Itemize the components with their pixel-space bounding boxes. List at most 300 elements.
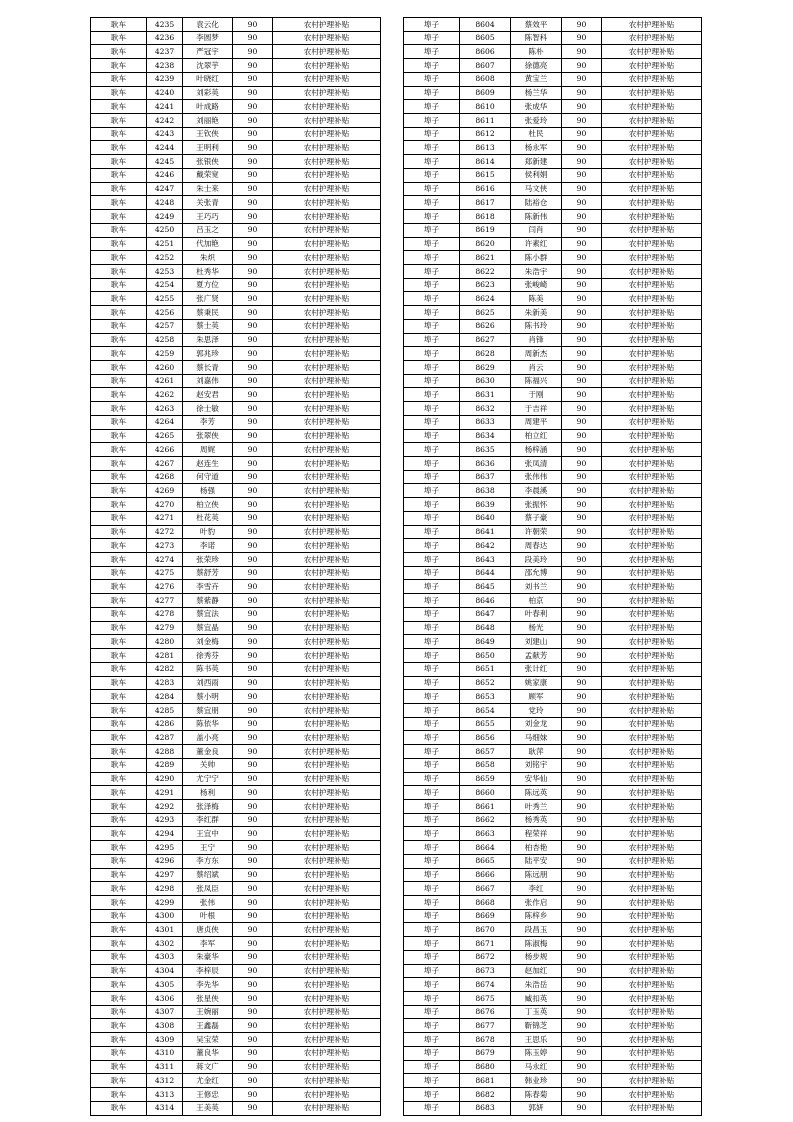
name-cell: 董金良 bbox=[183, 745, 233, 759]
town-cell: 埠子 bbox=[404, 114, 460, 128]
subsidy-type-cell: 农村护理补贴 bbox=[602, 635, 702, 649]
amount-cell: 90 bbox=[562, 388, 602, 402]
table-row bbox=[91, 127, 381, 141]
amount-cell: 90 bbox=[233, 306, 273, 320]
serial-number-cell: 4289 bbox=[147, 758, 183, 772]
town-cell: 耿车 bbox=[91, 141, 147, 155]
table-row bbox=[91, 799, 381, 813]
table-row bbox=[91, 182, 381, 196]
town-cell: 耿车 bbox=[91, 703, 147, 717]
serial-number-cell: 8668 bbox=[460, 896, 511, 910]
town-cell: 埠子 bbox=[404, 141, 460, 155]
subsidy-type-cell: 农村护理补贴 bbox=[273, 114, 381, 128]
serial-number-cell: 8647 bbox=[460, 607, 511, 621]
subsidy-type-cell: 农村护理补贴 bbox=[602, 100, 702, 114]
amount-cell: 90 bbox=[562, 45, 602, 59]
town-cell: 埠子 bbox=[404, 306, 460, 320]
amount-cell: 90 bbox=[233, 319, 273, 333]
amount-cell: 90 bbox=[233, 1088, 273, 1102]
town-cell: 埠子 bbox=[404, 731, 460, 745]
amount-cell: 90 bbox=[233, 882, 273, 896]
town-cell: 耿车 bbox=[91, 127, 147, 141]
table-row bbox=[404, 292, 702, 306]
town-cell: 埠子 bbox=[404, 59, 460, 73]
amount-cell: 90 bbox=[233, 31, 273, 45]
name-cell: 蔡效平 bbox=[511, 18, 562, 32]
subsidy-type-cell: 农村护理补贴 bbox=[602, 470, 702, 484]
subsidy-type-cell: 农村护理补贴 bbox=[273, 827, 381, 841]
subsidy-type-cell: 农村护理补贴 bbox=[273, 196, 381, 210]
serial-number-cell: 4276 bbox=[147, 580, 183, 594]
table-row bbox=[91, 333, 381, 347]
table-row bbox=[91, 1046, 381, 1060]
table-row bbox=[404, 1101, 702, 1115]
table-row bbox=[91, 978, 381, 992]
subsidy-type-cell: 农村护理补贴 bbox=[273, 1088, 381, 1102]
town-cell: 埠子 bbox=[404, 443, 460, 457]
serial-number-cell: 4267 bbox=[147, 457, 183, 471]
town-cell: 耿车 bbox=[91, 635, 147, 649]
amount-cell: 90 bbox=[233, 511, 273, 525]
amount-cell: 90 bbox=[233, 127, 273, 141]
table-row bbox=[91, 841, 381, 855]
amount-cell: 90 bbox=[233, 745, 273, 759]
serial-number-cell: 8657 bbox=[460, 745, 511, 759]
town-cell: 耿车 bbox=[91, 1101, 147, 1115]
name-cell: 王巧巧 bbox=[183, 210, 233, 224]
serial-number-cell: 8606 bbox=[460, 45, 511, 59]
serial-number-cell: 4310 bbox=[147, 1046, 183, 1060]
serial-number-cell: 4237 bbox=[147, 45, 183, 59]
town-cell: 耿车 bbox=[91, 388, 147, 402]
serial-number-cell: 8670 bbox=[460, 923, 511, 937]
name-cell: 朱豪华 bbox=[183, 950, 233, 964]
serial-number-cell: 8609 bbox=[460, 86, 511, 100]
serial-number-cell: 4308 bbox=[147, 1019, 183, 1033]
table-row bbox=[404, 374, 702, 388]
town-cell: 埠子 bbox=[404, 786, 460, 800]
serial-number-cell: 4256 bbox=[147, 306, 183, 320]
town-cell: 埠子 bbox=[404, 854, 460, 868]
town-cell: 耿车 bbox=[91, 1005, 147, 1019]
name-cell: 于吉祥 bbox=[511, 402, 562, 416]
town-cell: 耿车 bbox=[91, 402, 147, 416]
name-cell: 陈书英 bbox=[183, 662, 233, 676]
subsidy-type-cell: 农村护理补贴 bbox=[273, 388, 381, 402]
name-cell: 蔡长青 bbox=[183, 360, 233, 374]
amount-cell: 90 bbox=[562, 799, 602, 813]
subsidy-type-cell: 农村护理补贴 bbox=[602, 251, 702, 265]
name-cell: 赵安君 bbox=[183, 388, 233, 402]
amount-cell: 90 bbox=[562, 539, 602, 553]
amount-cell: 90 bbox=[233, 799, 273, 813]
table-row bbox=[404, 594, 702, 608]
serial-number-cell: 8674 bbox=[460, 978, 511, 992]
amount-cell: 90 bbox=[233, 168, 273, 182]
serial-number-cell: 4248 bbox=[147, 196, 183, 210]
table-row bbox=[91, 31, 381, 45]
table-row bbox=[91, 676, 381, 690]
amount-cell: 90 bbox=[562, 525, 602, 539]
table-row bbox=[91, 909, 381, 923]
table-row bbox=[91, 923, 381, 937]
subsidy-type-cell: 农村护理补贴 bbox=[273, 292, 381, 306]
town-cell: 埠子 bbox=[404, 649, 460, 663]
amount-cell: 90 bbox=[562, 1088, 602, 1102]
subsidy-type-cell: 农村护理补贴 bbox=[602, 511, 702, 525]
town-cell: 埠子 bbox=[404, 594, 460, 608]
amount-cell: 90 bbox=[562, 868, 602, 882]
table-row bbox=[91, 813, 381, 827]
table-row bbox=[404, 429, 702, 443]
amount-cell: 90 bbox=[562, 1074, 602, 1088]
name-cell: 张计红 bbox=[511, 662, 562, 676]
town-cell: 埠子 bbox=[404, 772, 460, 786]
amount-cell: 90 bbox=[233, 841, 273, 855]
amount-cell: 90 bbox=[562, 580, 602, 594]
table-row bbox=[91, 429, 381, 443]
town-cell: 埠子 bbox=[404, 580, 460, 594]
table-row bbox=[91, 731, 381, 745]
name-cell: 安华仙 bbox=[511, 772, 562, 786]
name-cell: 邵允博 bbox=[511, 566, 562, 580]
town-cell: 埠子 bbox=[404, 457, 460, 471]
town-cell: 埠子 bbox=[404, 717, 460, 731]
town-cell: 埠子 bbox=[404, 923, 460, 937]
subsidy-type-cell: 农村护理补贴 bbox=[273, 731, 381, 745]
table-row bbox=[91, 402, 381, 416]
subsidy-type-cell: 农村护理补贴 bbox=[273, 964, 381, 978]
name-cell: 周娓 bbox=[183, 443, 233, 457]
name-cell: 刘建山 bbox=[511, 635, 562, 649]
table-row bbox=[404, 745, 702, 759]
serial-number-cell: 4249 bbox=[147, 210, 183, 224]
amount-cell: 90 bbox=[562, 745, 602, 759]
name-cell: 王宁 bbox=[183, 841, 233, 855]
table-row bbox=[91, 882, 381, 896]
town-cell: 埠子 bbox=[404, 210, 460, 224]
table-row bbox=[91, 443, 381, 457]
subsidy-type-cell: 农村护理补贴 bbox=[602, 484, 702, 498]
town-cell: 埠子 bbox=[404, 31, 460, 45]
amount-cell: 90 bbox=[562, 168, 602, 182]
table-row bbox=[91, 484, 381, 498]
town-cell: 埠子 bbox=[404, 909, 460, 923]
table-row bbox=[91, 18, 381, 32]
amount-cell: 90 bbox=[233, 813, 273, 827]
amount-cell: 90 bbox=[233, 923, 273, 937]
amount-cell: 90 bbox=[233, 909, 273, 923]
table-row bbox=[404, 196, 702, 210]
serial-number-cell: 8624 bbox=[460, 292, 511, 306]
name-cell: 杨利 bbox=[183, 786, 233, 800]
serial-number-cell: 8651 bbox=[460, 662, 511, 676]
amount-cell: 90 bbox=[233, 690, 273, 704]
table-row bbox=[404, 539, 702, 553]
subsidy-type-cell: 农村护理补贴 bbox=[273, 799, 381, 813]
serial-number-cell: 4311 bbox=[147, 1060, 183, 1074]
amount-cell: 90 bbox=[562, 470, 602, 484]
name-cell: 袁云化 bbox=[183, 18, 233, 32]
town-cell: 埠子 bbox=[404, 402, 460, 416]
subsidy-type-cell: 农村护理补贴 bbox=[602, 786, 702, 800]
amount-cell: 90 bbox=[233, 607, 273, 621]
serial-number-cell: 8677 bbox=[460, 1019, 511, 1033]
name-cell: 张荣珍 bbox=[183, 553, 233, 567]
amount-cell: 90 bbox=[562, 264, 602, 278]
subsidy-type-cell: 农村护理补贴 bbox=[602, 758, 702, 772]
amount-cell: 90 bbox=[233, 649, 273, 663]
town-cell: 埠子 bbox=[404, 1101, 460, 1115]
table-row bbox=[91, 210, 381, 224]
amount-cell: 90 bbox=[562, 950, 602, 964]
table-row bbox=[404, 717, 702, 731]
town-cell: 埠子 bbox=[404, 415, 460, 429]
town-cell: 耿车 bbox=[91, 649, 147, 663]
subsidy-type-cell: 农村护理补贴 bbox=[273, 511, 381, 525]
town-cell: 埠子 bbox=[404, 18, 460, 32]
serial-number-cell: 4314 bbox=[147, 1101, 183, 1115]
table-row bbox=[404, 333, 702, 347]
table-row bbox=[91, 223, 381, 237]
subsidy-type-cell: 农村护理补贴 bbox=[602, 909, 702, 923]
amount-cell: 90 bbox=[233, 978, 273, 992]
serial-number-cell: 8645 bbox=[460, 580, 511, 594]
subsidy-type-cell: 农村护理补贴 bbox=[273, 457, 381, 471]
name-cell: 杨兰华 bbox=[511, 86, 562, 100]
table-row bbox=[404, 141, 702, 155]
serial-number-cell: 8625 bbox=[460, 306, 511, 320]
serial-number-cell: 8616 bbox=[460, 182, 511, 196]
table-row bbox=[91, 786, 381, 800]
table-row bbox=[91, 155, 381, 169]
amount-cell: 90 bbox=[233, 1033, 273, 1047]
name-cell: 唐贞侠 bbox=[183, 923, 233, 937]
serial-number-cell: 8675 bbox=[460, 992, 511, 1006]
table-row bbox=[91, 1088, 381, 1102]
name-cell: 陈依华 bbox=[183, 717, 233, 731]
serial-number-cell: 8615 bbox=[460, 168, 511, 182]
subsidy-type-cell: 农村护理补贴 bbox=[602, 210, 702, 224]
table-row bbox=[404, 964, 702, 978]
town-cell: 埠子 bbox=[404, 278, 460, 292]
table-row bbox=[91, 1101, 381, 1115]
table-row bbox=[91, 635, 381, 649]
town-cell: 埠子 bbox=[404, 635, 460, 649]
serial-number-cell: 8605 bbox=[460, 31, 511, 45]
subsidy-type-cell: 农村护理补贴 bbox=[273, 950, 381, 964]
table-row bbox=[91, 292, 381, 306]
table-row bbox=[404, 210, 702, 224]
amount-cell: 90 bbox=[233, 45, 273, 59]
table-row bbox=[404, 223, 702, 237]
table-row bbox=[404, 978, 702, 992]
name-cell: 张伟 bbox=[183, 896, 233, 910]
amount-cell: 90 bbox=[233, 703, 273, 717]
subsidy-type-cell: 农村护理补贴 bbox=[602, 18, 702, 32]
town-cell: 埠子 bbox=[404, 429, 460, 443]
town-cell: 耿车 bbox=[91, 155, 147, 169]
serial-number-cell: 8656 bbox=[460, 731, 511, 745]
amount-cell: 90 bbox=[562, 415, 602, 429]
table-row bbox=[404, 155, 702, 169]
name-cell: 刘金龙 bbox=[511, 717, 562, 731]
amount-cell: 90 bbox=[233, 443, 273, 457]
subsidy-type-cell: 农村护理补贴 bbox=[602, 127, 702, 141]
subsidy-type-cell: 农村护理补贴 bbox=[602, 827, 702, 841]
town-cell: 耿车 bbox=[91, 772, 147, 786]
serial-number-cell: 4294 bbox=[147, 827, 183, 841]
name-cell: 杨强 bbox=[183, 484, 233, 498]
amount-cell: 90 bbox=[233, 594, 273, 608]
amount-cell: 90 bbox=[562, 841, 602, 855]
town-cell: 耿车 bbox=[91, 539, 147, 553]
town-cell: 埠子 bbox=[404, 360, 460, 374]
town-cell: 埠子 bbox=[404, 813, 460, 827]
serial-number-cell: 8631 bbox=[460, 388, 511, 402]
town-cell: 耿车 bbox=[91, 45, 147, 59]
serial-number-cell: 4247 bbox=[147, 182, 183, 196]
name-cell: 蔡舒芳 bbox=[183, 566, 233, 580]
town-cell: 埠子 bbox=[404, 264, 460, 278]
serial-number-cell: 8648 bbox=[460, 621, 511, 635]
table-row bbox=[404, 319, 702, 333]
amount-cell: 90 bbox=[562, 909, 602, 923]
serial-number-cell: 8626 bbox=[460, 319, 511, 333]
table-row bbox=[91, 347, 381, 361]
name-cell: 张凤清 bbox=[511, 457, 562, 471]
amount-cell: 90 bbox=[562, 86, 602, 100]
amount-cell: 90 bbox=[233, 498, 273, 512]
name-cell: 叶豹 bbox=[183, 525, 233, 539]
subsidy-type-cell: 农村护理补贴 bbox=[602, 59, 702, 73]
town-cell: 耿车 bbox=[91, 566, 147, 580]
amount-cell: 90 bbox=[233, 1074, 273, 1088]
subsidy-type-cell: 农村护理补贴 bbox=[273, 525, 381, 539]
amount-cell: 90 bbox=[233, 676, 273, 690]
amount-cell: 90 bbox=[233, 415, 273, 429]
subsidy-type-cell: 农村护理补贴 bbox=[602, 1005, 702, 1019]
town-cell: 埠子 bbox=[404, 992, 460, 1006]
name-cell: 柏立侠 bbox=[183, 498, 233, 512]
town-cell: 耿车 bbox=[91, 896, 147, 910]
subsidy-type-cell: 农村护理补贴 bbox=[602, 168, 702, 182]
subsidy-type-cell: 农村护理补贴 bbox=[602, 621, 702, 635]
table-row bbox=[91, 896, 381, 910]
amount-cell: 90 bbox=[562, 717, 602, 731]
subsidy-type-cell: 农村护理补贴 bbox=[602, 457, 702, 471]
name-cell: 蔡宜法 bbox=[183, 607, 233, 621]
subsidy-type-cell: 农村护理补贴 bbox=[602, 950, 702, 964]
name-cell: 韩业珍 bbox=[511, 1074, 562, 1088]
table-row bbox=[91, 1005, 381, 1019]
table-row bbox=[91, 1060, 381, 1074]
name-cell: 吴宝荣 bbox=[183, 1033, 233, 1047]
serial-number-cell: 8617 bbox=[460, 196, 511, 210]
table-row bbox=[404, 649, 702, 663]
name-cell: 陈书玲 bbox=[511, 319, 562, 333]
town-cell: 耿车 bbox=[91, 841, 147, 855]
name-cell: 李圆梦 bbox=[183, 31, 233, 45]
subsidy-type-cell: 农村护理补贴 bbox=[602, 703, 702, 717]
town-cell: 埠子 bbox=[404, 553, 460, 567]
town-cell: 埠子 bbox=[404, 799, 460, 813]
serial-number-cell: 8669 bbox=[460, 909, 511, 923]
subsidy-type-cell: 农村护理补贴 bbox=[273, 319, 381, 333]
subsidy-type-cell: 农村护理补贴 bbox=[273, 786, 381, 800]
subsidy-type-cell: 农村护理补贴 bbox=[602, 964, 702, 978]
name-cell: 刘嘉伟 bbox=[183, 374, 233, 388]
name-cell: 夏方位 bbox=[183, 278, 233, 292]
name-cell: 闫肖 bbox=[511, 223, 562, 237]
amount-cell: 90 bbox=[562, 306, 602, 320]
serial-number-cell: 8633 bbox=[460, 415, 511, 429]
amount-cell: 90 bbox=[233, 621, 273, 635]
town-cell: 耿车 bbox=[91, 319, 147, 333]
town-cell: 耿车 bbox=[91, 786, 147, 800]
table-row bbox=[91, 566, 381, 580]
table-row bbox=[91, 539, 381, 553]
name-cell: 关张青 bbox=[183, 196, 233, 210]
serial-number-cell: 4261 bbox=[147, 374, 183, 388]
subsidy-type-cell: 农村护理补贴 bbox=[602, 553, 702, 567]
amount-cell: 90 bbox=[233, 635, 273, 649]
subsidy-type-cell: 农村护理补贴 bbox=[602, 854, 702, 868]
serial-number-cell: 4279 bbox=[147, 621, 183, 635]
amount-cell: 90 bbox=[233, 388, 273, 402]
serial-number-cell: 4270 bbox=[147, 498, 183, 512]
amount-cell: 90 bbox=[233, 141, 273, 155]
serial-number-cell: 4258 bbox=[147, 333, 183, 347]
subsidy-type-cell: 农村护理补贴 bbox=[602, 717, 702, 731]
subsidy-type-cell: 农村护理补贴 bbox=[602, 896, 702, 910]
town-cell: 埠子 bbox=[404, 319, 460, 333]
subsidy-type-cell: 农村护理补贴 bbox=[273, 278, 381, 292]
serial-number-cell: 8623 bbox=[460, 278, 511, 292]
name-cell: 徐秀芬 bbox=[183, 649, 233, 663]
subsidy-type-cell: 农村护理补贴 bbox=[602, 690, 702, 704]
amount-cell: 90 bbox=[233, 251, 273, 265]
table-row bbox=[404, 662, 702, 676]
name-cell: 蔡子豪 bbox=[511, 511, 562, 525]
subsidy-type-cell: 农村护理补贴 bbox=[273, 182, 381, 196]
table-row bbox=[404, 484, 702, 498]
subsidy-type-cell: 农村护理补贴 bbox=[273, 896, 381, 910]
serial-number-cell: 4243 bbox=[147, 127, 183, 141]
name-cell: 李梓辰 bbox=[183, 964, 233, 978]
amount-cell: 90 bbox=[233, 539, 273, 553]
town-cell: 耿车 bbox=[91, 264, 147, 278]
subsidy-type-cell: 农村护理补贴 bbox=[273, 868, 381, 882]
subsidy-type-cell: 农村护理补贴 bbox=[273, 141, 381, 155]
subsidy-type-cell: 农村护理补贴 bbox=[602, 566, 702, 580]
serial-number-cell: 4309 bbox=[147, 1033, 183, 1047]
amount-cell: 90 bbox=[233, 114, 273, 128]
serial-number-cell: 8611 bbox=[460, 114, 511, 128]
table-row bbox=[404, 580, 702, 594]
name-cell: 段昌玉 bbox=[511, 923, 562, 937]
amount-cell: 90 bbox=[562, 923, 602, 937]
town-cell: 耿车 bbox=[91, 1046, 147, 1060]
amount-cell: 90 bbox=[562, 319, 602, 333]
name-cell: 李诺 bbox=[183, 539, 233, 553]
town-cell: 耿车 bbox=[91, 182, 147, 196]
amount-cell: 90 bbox=[233, 237, 273, 251]
subsidy-type-cell: 农村护理补贴 bbox=[602, 799, 702, 813]
amount-cell: 90 bbox=[562, 553, 602, 567]
subsidy-type-cell: 农村护理补贴 bbox=[602, 498, 702, 512]
serial-number-cell: 8632 bbox=[460, 402, 511, 416]
